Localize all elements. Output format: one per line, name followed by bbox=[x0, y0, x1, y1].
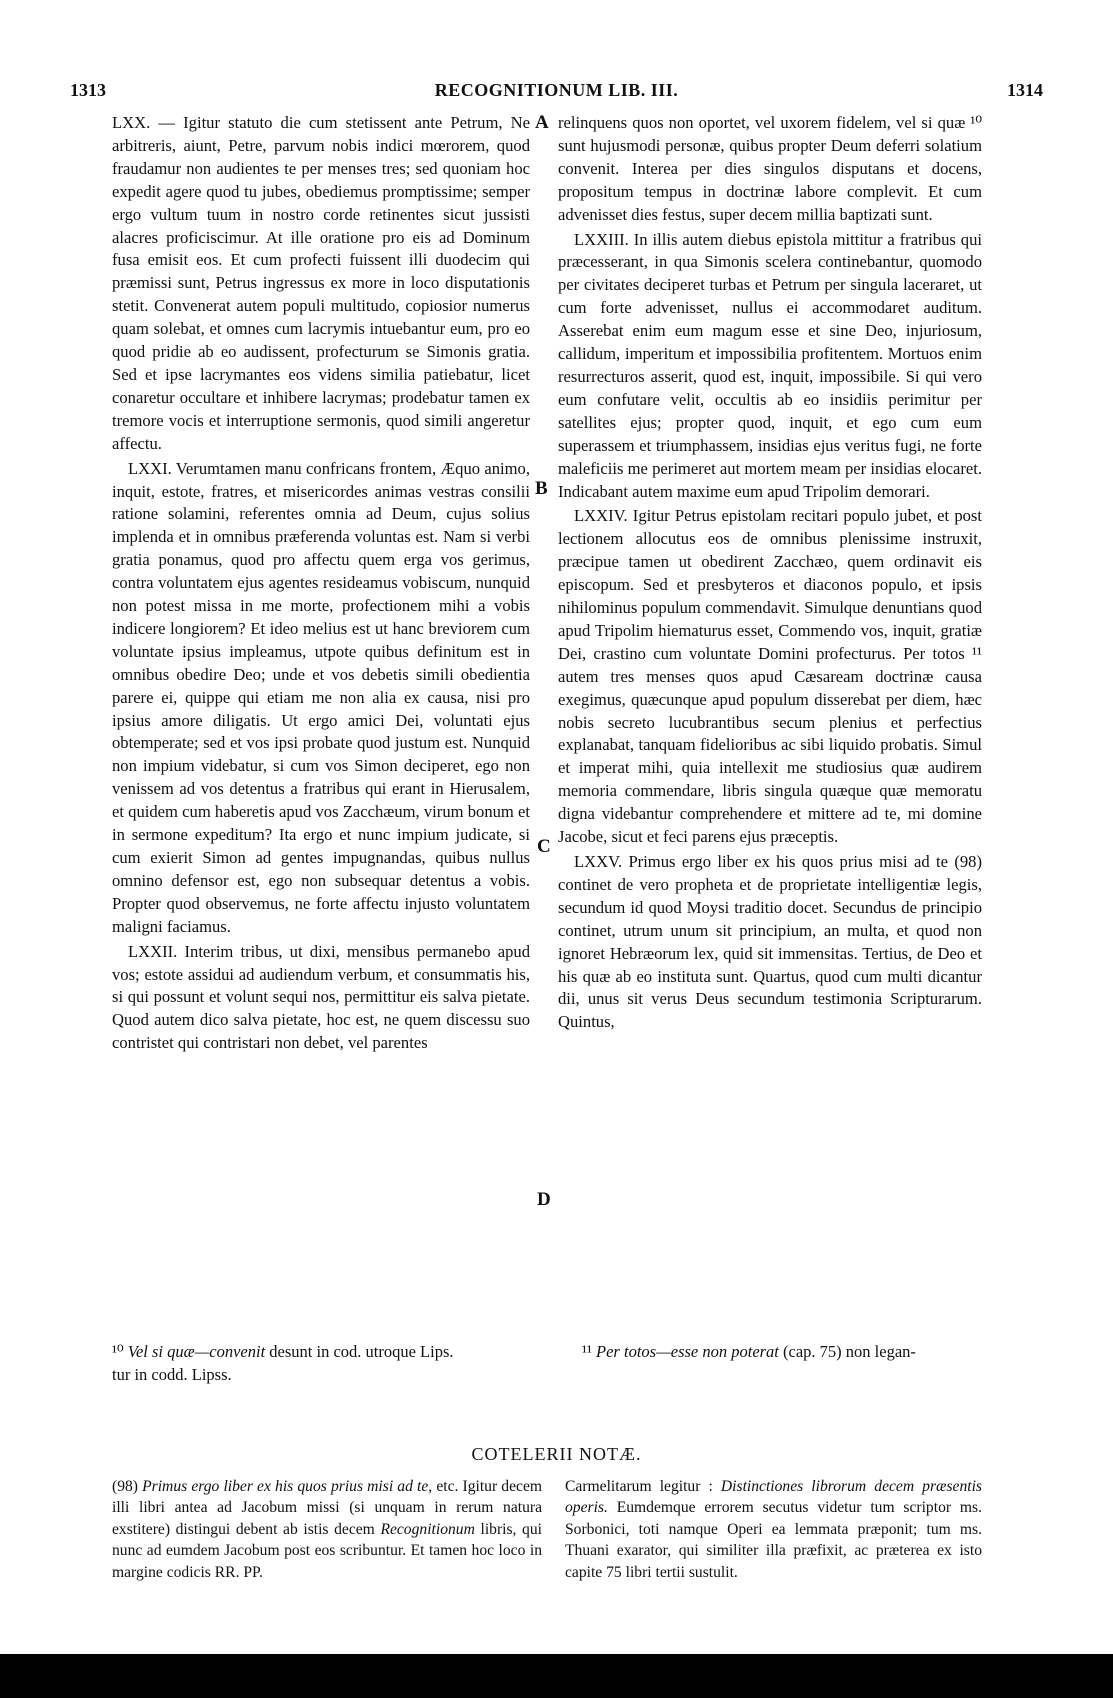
note-text-3: Carmelitarum legitur : bbox=[565, 1478, 713, 1495]
left-column bbox=[112, 112, 530, 1316]
page-number-right: 1314 bbox=[1007, 80, 1043, 100]
footnote-11 bbox=[582, 1340, 982, 1363]
notes-left bbox=[112, 1476, 542, 1586]
page-header bbox=[70, 80, 1043, 110]
note-number: (98) bbox=[112, 1478, 138, 1495]
right-column bbox=[558, 112, 982, 1316]
note-text-1: , etc. Igitur decem illi libri antea ad Jacobum missi (si unquam in rerum natura exstitere) distingui debent ab istis decem bbox=[112, 1478, 542, 1538]
note-italic-title: Recognitionum bbox=[380, 1520, 475, 1538]
margin-marker-a: A bbox=[535, 112, 549, 133]
margin-marker-d: D bbox=[537, 1189, 551, 1210]
footnote-11-continuation: tur in codd. Lipss. bbox=[112, 1365, 232, 1384]
running-title: RECOGNITIONUM LIB. III. bbox=[434, 80, 679, 100]
chapter-lxxiii: LXXIII. In illis autem diebus epistola mittitur a fratribus qui præcesserant, in qua Simonis scelera continebantur, quomodo per civitates deciperet turbas et Petrum per singula laceraret, ut cum forte advenisset, nullus ei accommodaret auditum. Asserebat enim eum magum esse et sine Deo, injuriosum, callidum, imperitum et impossibilia profitentem. Mortuos enim resurrecturos asserit, quod est, inquit, impossibile. Si qui vero eum confutare velit, occultis ab eo insidiis perimitur per satellites ejus; propter quod, inquit, et ego cum eum superassem et triumphassem, insidias ejus veritus fugi, ne forte maleficiis me perimeret aut mortem meam per insidias elocaret. Indicabant autem maxime eum apud Tripolim demorari. bbox=[558, 229, 982, 501]
footnote-11-mark: ¹¹ bbox=[582, 1342, 592, 1361]
chapter-lxx: LXX. — Igitur statuto die cum stetissent ante Petrum, Ne arbitreris, aiunt, Petre, parvum nobis indici mœrorem, quod fraudamur non audientes te per menses tres; sed quoniam hoc expedit agere quod tu jubes, obediemus promptissime; semper ergo vultum tuum in nostro corde retinentes sicut jussisti alacres proficiscimur. At ille oratione pro eis ad Dominum fusa emisit eos. Et cum profecti fuissent illi duodecim qui præmissi sunt, Petrus ingressus ex more in loco disputationis stetit. Convenerat autem populi multitudo, copiosior numerus quam solebat, et omnes cum lacrymis intuebantur eum, pro eo quod pridie ab eo audissent, profecturum se Simonis gratia. Sed et ipse lacrymantes eos videns similia patiebatur, licet conaretur occultare et inhibere lacrymas; prodebatur tamen ex tremore vocis et interruptione sermonis, quod simili angeretur affectu. bbox=[112, 113, 530, 453]
notes-title: COTELERII NOTÆ. bbox=[471, 1444, 642, 1464]
note-lemma: Primus ergo liber ex his quos prius misi ad te bbox=[142, 1478, 429, 1495]
chapter-lxxiv: LXXIV. Igitur Petrus epistolam recitari populo jubet, et post lectionem allocutus eos de omnibus plenissime instruxit, præcipue tamen ut obedirent Zacchæo, quem ordinavit eis episcopum. Sed et presbyteros et diaconos populo, et ipsis nihilominus populum commendavit. Simulque denuntians quod apud Tripolim hiematurus esset, Commendo vos, inquit, gratiæ Dei, crastino cum voluntate Domini profecturus. Per totos ¹¹ autem tres menses quos apud Cæsaream doctrinæ causa exegimus, quæcunque apud populum disserebat per diem, hæc nobis secreto lucubrantibus secum plenius et perfectius explanabat, tanquam fidelioribus ac sibi liquido probatis. Simul et imperat mihi, quia intellexit me studiosius quæ audirem memoria commendare, libris singula quæque quæ memoratu digna videbantur comprehendere et mittere ad te, mi domine Jacobe, sicut et feci parens ejus præceptis. bbox=[558, 506, 982, 847]
chapter-lxxii-continued: relinquens quos non oportet, vel uxorem fidelem, vel si quæ ¹⁰ sunt hujusmodi personæ, quibus propter Deum deferri solatium convenit. Interea per dies singulos disputans et docens, propositum tempus in doctrinæ labore complevit. Et cum advenisset dies festus, super decem millia baptizati sunt. bbox=[558, 113, 982, 224]
margin-marker-c: C bbox=[537, 836, 551, 857]
chapter-lxxii: LXXII. Interim tribus, ut dixi, mensibus permanebo apud vos; estote assidui ad audiendum verbum, et consummatis his, si qui possunt et volunt sequi nos, permittitur eis salva pietate. Quod autem dico salva pietate, hoc est, ne quem discessu suo contristet qui contristari non debet, vel parentes bbox=[112, 941, 530, 1053]
chapter-lxxv: LXXV. Primus ergo liber ex his quos prius misi ad te (98) continet de vero propheta et de proprietate intelligentiæ legis, secundum id quod Moysi traditio docet. Secundus de principio continet, utrum unum sit principium, an multa, et quod non ignoret Hebræorum lex, quid sit immensitas. Tertius, de Deo et his quæ ab eo instituta sunt. Quartus, quod cum multi dicantur dii, unus sit verus Deus secundum testimonia Scripturarum. Quintus, bbox=[558, 852, 982, 1032]
footnote-10 bbox=[112, 1340, 552, 1363]
footnote-10-lemma: Vel si quæ—convenit bbox=[127, 1342, 266, 1361]
footnote-10-mark: ¹⁰ bbox=[112, 1342, 124, 1361]
footnote-10-text: desunt in cod. utroque Lips. bbox=[269, 1342, 454, 1361]
chapter-lxxi: LXXI. Verumtamen manu confricans frontem, Æquo animo, inquit, estote, fratres, et misericordes animas vestras consilii ratione solamini, referentes omnia ad Deum, cujus solius implenda et in omnibus præferenda voluntas est. Nam si verbi gratia ponamus, quod pro affectu quem erga vos gerimus, contra voluntatem ejus agentes resideamus vobiscum, nunquid non potest missa in me morte, profectionem mihi a vobis indicere longiorem? Et ideo melius est ut hanc breviorem cum voluntate ipsius impleamus, utpote quibus definitum est in omnibus obedire Deo; unde et vos debetis simili obedientia parere ei, quippe qui etiam me non alia ex causa, nisi pro ipsius amore diligatis. Ut ergo amici Dei, voluntati ejus obtemperate; sed et vos ipsi probate quod justum est. Nunquid non impium videbatur, si cum vos Simon deciperet, ego non venissem ad vos detentus a fratribus qui erant in Hierusalem, et quidem cum haberetis apud vos Zacchæum, virum bonum et in sermone expeditum? Ita ergo et nunc impium judicate, si cum exierit Simon ad gentes impugnandas, quibus nullus omnino defensor est, ego non subsequar detentus a vobis. Propter quod observemus, ne forte affectu injusto voluntatem maligni faciamus. bbox=[112, 458, 530, 936]
note-text-4: Eumdemque errorem secutus videtur tum scriptor ms. Sorbonici, toti namque Operi ea lemmata præponit; tum ms. Thuani exarator, qui similiter illa præfixit, ac præterea ex isto capite 75 libri tertii sustulit. bbox=[565, 1499, 982, 1581]
footnote-11-text: (cap. 75) non legan- bbox=[783, 1342, 916, 1361]
notes-right bbox=[565, 1476, 982, 1586]
page-number-left: 1313 bbox=[70, 80, 106, 100]
footnotes bbox=[112, 1340, 982, 1386]
footnote-11-lemma: Per totos—esse non poterat bbox=[596, 1342, 779, 1361]
note-text-2: libris, qui nunc ad eumdem Jacobum post eos scribuntur. Et tamen hoc loco in margine codicis RR. PP. bbox=[112, 1520, 542, 1581]
note-italic-quote: Distinctiones librorum decem præsentis operis. bbox=[565, 1478, 982, 1517]
margin-marker-b: B bbox=[535, 478, 548, 499]
scan-bottom-border bbox=[0, 1654, 1113, 1698]
